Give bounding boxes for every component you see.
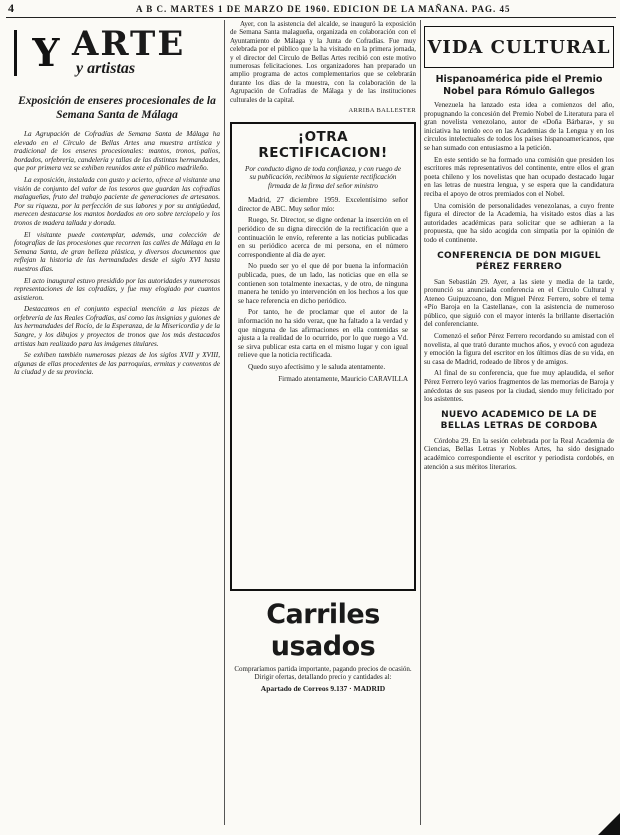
article-headline: Hispanoamérica pide el Premio Nobel para Rómulo Gallegos xyxy=(435,74,603,97)
classified-ad xyxy=(230,599,416,693)
article-paragraph: Córdoba 29. En la sesión celebrada por la Real Academia de Ciencias, Bellas Letras y Nobles Artes, ha sido designado académico correspondiente el escritor y periodista cordobés, en atención a sus méritos literarios. xyxy=(424,436,614,471)
section-banner xyxy=(424,26,614,68)
article-paragraph: San Sebastián 29. Ayer, a las siete y media de la tarde, pronunció su anunciada conferencia en el Círculo Cultural y Ateneo Guipuzcoano, don Miguel Pérez Ferrero, sobre el tema «Pío Baroja en la Castellana», con la asistencia de numeroso público, que siguió con el mayor interés la brillante disertación del conferenciante. xyxy=(424,277,614,329)
column-middle xyxy=(230,20,416,820)
header-line: A B C. MARTES 1 DE MARZO DE 1960. EDICION DE LA MAÑANA. PAG. 45 xyxy=(136,4,511,14)
article-paragraph: La Agrupación de Cofradías de Semana Santa de Málaga ha elevado en el Círculo de Bellas Artes una muestra artística y tradicional de los enseres procesionales: mantos, tronos, palios, bordados, orfebrería, candelería y tallas de las distintas hermandades, que por primera vez se exhiben reunidos ante el público madrileño. xyxy=(14,130,220,173)
article-paragraph: Una comisión de personalidades venezolanas, a cuyo frente figura el director de la Academia, ha visitado estos días a las autoridades académicas para solicitar que se adhieran a la propuesta, que ha sido acogida con simpatía por la opinión de todo el continente. xyxy=(424,201,614,244)
ad-address: Apartado de Correos 9.137 · MADRID xyxy=(260,684,386,694)
rectification-paragraph: Por tanto, he de proclamar que el autor de la información no ha sido veraz, que ha faltado a la verdad y que ninguna de las afirmaciones en ella contenidas se ajusta a la realidad de lo ocurrido, por lo que ruego a Vd. se sirva publicar esta carta en el mismo lugar y con igual relieve que la noticia rectificada. xyxy=(238,308,408,360)
article-paragraph: Se exhiben también numerosas piezas de los siglos XVII y XVIII, algunas de ellas procedentes de las parroquias, ermitas y conventos de la ciudad y de su provincia. xyxy=(14,351,220,377)
section-title: VIDA CULTURAL xyxy=(427,36,611,58)
article-paragraph: Destacamos en el conjunto especial mención a las piezas de orfebrería de las Reales Cofradías, así como las insignias y guiones de las hermandades del Rocío, de la Esperanza, de la Misericordia y de la Sangre, y los dibujos y proyectos de tronos que los más destacados artistas han realizado para las imágenes titulares. xyxy=(14,305,220,348)
arte-emblem-icon: Y xyxy=(14,30,75,76)
column-rule xyxy=(224,20,225,825)
article-paragraph: Al final de su conferencia, que fue muy aplaudida, el señor Pérez Ferrero leyó varios fragmentos de las memorias de Baroja y anécdotas de sus paseos por la ciudad, siendo muy felicitado por los asistentes. xyxy=(424,369,614,404)
article-headline: NUEVO ACADEMICO DE LA DE BELLAS LETRAS DE CORDOBA xyxy=(440,409,598,432)
article-paragraph: En este sentido se ha formado una comisión que presiden los escritores más representativos del continente, entre ellos el gran poeta chileno y los novelistas que han ocupado destacado lugar en las letras de nuestra lengua, y se espera que la candidatura reciba el apoyo de otros premiados con el Nobel. xyxy=(424,155,614,198)
article-paragraph: El visitante puede contemplar, además, una colección de fotografías de las procesiones que recorren las calles de Málaga en la Semana Santa, de gran belleza plástica, y diversos documentos que reflejan la historia de las hermandades desde el siglo XVI hasta nuestros días. xyxy=(14,230,220,273)
rectification-box xyxy=(230,122,416,591)
article-paragraph: Comenzó el señor Pérez Ferrero recordando su amistad con el novelista, al que trató durante muchos años, y evocó con agudeza y emoción la figura del escritor en los últimos días de su vida, en su casa de Madrid, rodeado de libros y de amigos. xyxy=(424,332,614,366)
rectification-paragraph: Madrid, 27 diciembre 1959. Excelentísimo señor director de ABC. Muy señor mío: xyxy=(238,196,408,213)
arte-title: ARTE xyxy=(72,24,186,64)
artistas-subtitle: y artistas xyxy=(76,60,136,77)
ad-title: Carriles usados xyxy=(266,599,380,663)
rectification-title: ¡OTRA RECTIFICACION! xyxy=(258,129,388,162)
page-mark: 4 xyxy=(8,1,15,15)
article-headline: Exposición de enseres procesionales de la Semana Santa de Málaga xyxy=(18,95,216,121)
rectification-paragraph: Quedo suyo afectísimo y le saluda atentamente. xyxy=(248,362,386,371)
arte-logo xyxy=(14,26,220,88)
column-arte xyxy=(14,20,220,820)
rectification-paragraph: Ruego, Sr. Director, se digne ordenar la inserción en el periódico de su digna dirección de la rectificación que a continuación le envío, referente a las noticias publicadas en su periódico acerca de mi persona, en el número correspondiente al día de ayer. xyxy=(238,216,408,259)
page-header xyxy=(6,3,616,18)
page-corner xyxy=(598,813,620,835)
exposition-signature: ARRIBA BALLESTER xyxy=(348,107,416,115)
article-paragraph: Venezuela ha lanzado esta idea a comienzos del año, propugnando la concesión del Premio Nobel de Literatura para el gran novelista venezolano, autor de «Doña Bárbara», y su iniciativa ha tenido eco en las Academias de la Lengua y en los círculos intelectuales de todos los países hispanoamericanos, que se han sumado con entusiasmo a la petición. xyxy=(424,101,614,152)
article-paragraph: La exposición, instalada con gusto y acierto, ofrece al visitante una visión de conjunto del valor de los tesoros que guardan las cofradías malagueñas, fruto del trabajo paciente de generaciones de artesanos. Por su riqueza, por la perfección de sus labores y por su antigüedad, merecen destacarse los mantos bordados en oro sobre terciopelo y los tronos de madera tallada y dorada. xyxy=(14,175,220,227)
rectification-subtitle: Por conducto digno de toda confianza, y con ruego de su publicación, recibimos la siguiente rectificación firmada de la firma del señor ministro xyxy=(244,165,402,190)
rectification-paragraph: No puedo ser yo el que dé por buena la información publicada, pues, de un lado, las noticias que en ella se contienen son totalmente inexactas, y de otro, de ninguna manera he tenido yo intervención en los hechos a los que se hace referencia en dicho periódico. xyxy=(238,262,408,305)
column-rule xyxy=(420,20,421,825)
exposition-text: Ayer, con la asistencia del alcalde, se inauguró la exposición de Semana Santa malagueña, organizada en colaboración con el Ayuntamiento de Málaga y la Junta de Cofradías. Fue muy celebrada por el público que la ha visitado en la primera jornada, y el director del Círculo de Bellas Artes recibió con este motivo numerosas felicitaciones. Los organizadores han preparado un amplio programa de actos complementarios que se celebrarán durante los días de la muestra, con la colaboración de la Agrupación de Cofradías de Málaga y de las instituciones culturales de la capital. xyxy=(230,20,416,104)
article-paragraph: El acto inaugural estuvo presidido por las autoridades y numerosas representaciones de las cofradías, y fue muy elogiado por cuantos asistieron. xyxy=(14,276,220,302)
article-headline: CONFERENCIA DE DON MIGUEL PÉREZ FERRERO xyxy=(437,250,601,272)
column-vida-cultural xyxy=(424,20,614,820)
ad-text: Compraríamos partida importante, pagando precios de ocasión. Dirigir ofertas, detallando precio y cantidades al: xyxy=(234,665,412,682)
rectification-signature: Firmado atentamente, Mauricio CARAVILLA xyxy=(278,374,408,383)
